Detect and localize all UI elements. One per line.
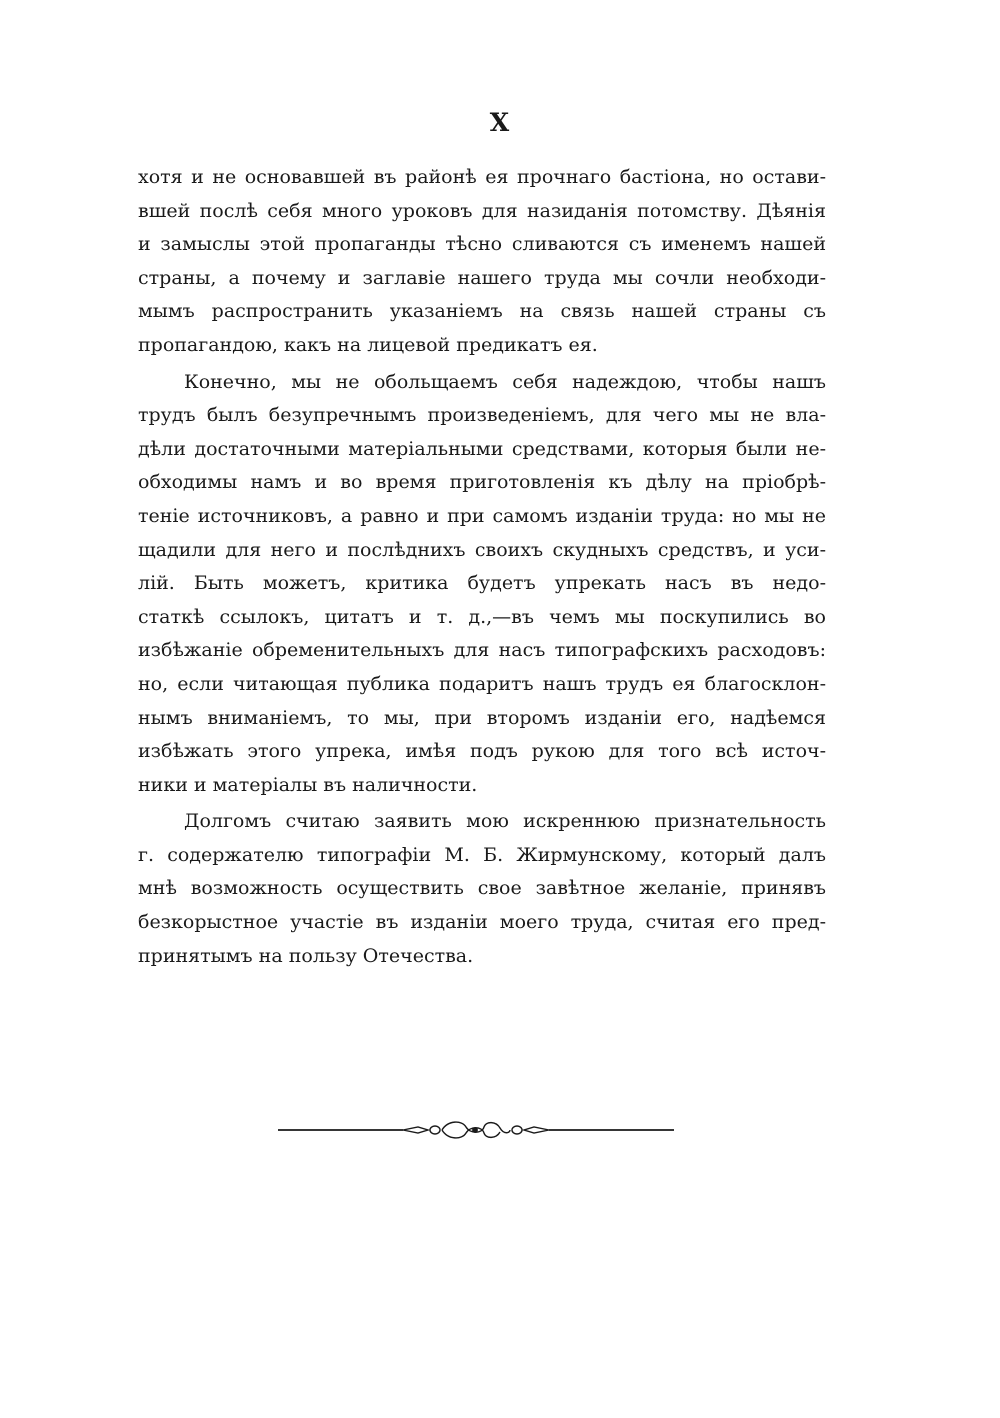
- text-line: избѣжаніе обременительныхъ для насъ типографскихъ расходовъ:: [138, 639, 826, 662]
- flourish-divider-icon: [278, 1115, 674, 1145]
- text-line: нымъ вниманіемъ, то мы, при второмъ изданіи его, надѣемся: [138, 706, 826, 729]
- text-line: принятымъ на пользу Отечества.: [138, 944, 474, 967]
- text-line: лій. Быть можетъ, критика будетъ упрекать насъ въ недо-: [138, 572, 826, 595]
- text-line: пропагандою, какъ на лицевой предикатъ ея.: [138, 333, 598, 356]
- text-line: Конечно, мы не обольщаемъ себя надеждою, чтобы нашъ: [184, 370, 826, 393]
- text-line: ники и матеріалы въ наличности.: [138, 773, 478, 796]
- text-line: и замыслы этой пропаганды тѣсно сливаются съ именемъ нашей: [138, 233, 826, 256]
- text-line: трудъ былъ безупречнымъ произведеніемъ, для чего мы не вла-: [138, 404, 826, 427]
- text-line: вшей послѣ себя много уроковъ для назиданія потомству. Дѣянія: [138, 199, 826, 222]
- text-line: Долгомъ считаю заявить мою искреннюю признательность: [184, 810, 826, 833]
- text-line: теніе источниковъ, а равно и при самомъ изданіи труда: но мы не: [138, 504, 826, 527]
- paragraph-3: [138, 805, 826, 973]
- text-line: мнѣ возможность осуществить свое завѣтное желаніе, принявъ: [138, 877, 826, 900]
- page-number: X: [489, 108, 511, 137]
- paragraph-2: [138, 366, 826, 803]
- text-line: статкѣ ссылокъ, цитатъ и т. д.,—въ чемъ мы поскупились во: [138, 605, 826, 628]
- text-line: хотя и не основавшей въ районѣ ея прочнаго бастіона, но остави-: [138, 166, 826, 188]
- text-line: г. содержателю типографіи М. Б. Жирмунскому, который далъ: [138, 843, 826, 866]
- text-line: страны, а почему и заглавіе нашего труда мы сочли необходи-: [138, 266, 826, 289]
- text-line: мымъ распространить указаніемъ на связь нашей страны съ: [138, 300, 826, 323]
- body-text: [138, 161, 826, 973]
- paragraph-1: [138, 161, 826, 363]
- text-line: безкорыстное участіе въ изданіи моего труда, считая его пред-: [138, 911, 826, 934]
- text-line: избѣжать этого упрека, имѣя подъ рукою для того всѣ источ-: [138, 740, 826, 763]
- text-line: но, если читающая публика подаритъ нашъ трудъ ея благосклон-: [138, 672, 826, 695]
- text-line: щадили для него и послѣднихъ своихъ скудныхъ средствъ, и уси-: [138, 538, 826, 561]
- text-line: дѣли достаточными матеріальными средствами, которыя были не-: [138, 437, 826, 460]
- text-line: обходимы намъ и во время приготовленія къ дѣлу на пріобрѣ-: [138, 471, 826, 494]
